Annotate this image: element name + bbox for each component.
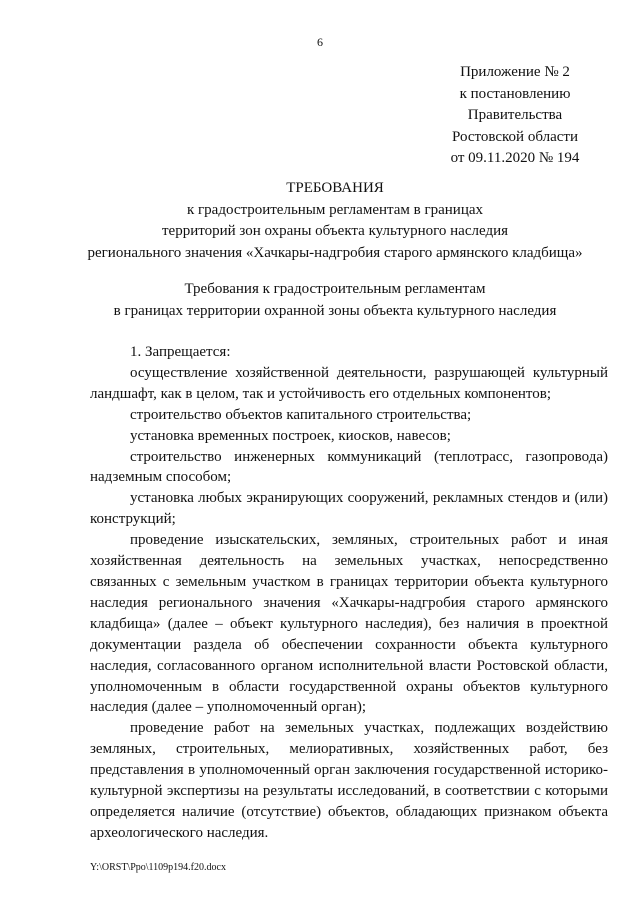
paragraph: осуществление хозяйственной деятельности, разрушающей культурный ландшафт, как в целом, так и устойчивость его отдельных компонентов; xyxy=(90,364,608,402)
document-title xyxy=(60,178,610,264)
appendix-line: Приложение № 2 xyxy=(460,64,570,80)
subtitle-line: в границах территории охранной зоны объекта культурного наследия xyxy=(113,302,557,319)
appendix-block xyxy=(430,62,600,170)
title-heading: ТРЕБОВАНИЯ xyxy=(286,180,384,196)
title-line: к градостроительным регламентам в границах xyxy=(186,201,484,218)
footer-file-path: Y:\ORST\Ppo\1109p194.f20.docx xyxy=(90,862,226,873)
appendix-line: Ростовской области xyxy=(452,128,578,145)
subtitle-line: Требования к градостроительным регламентам xyxy=(184,281,486,297)
paragraph: строительство инженерных коммуникаций (теплотрасс, газопровода) надземным способом; xyxy=(90,448,608,486)
page-number: 6 xyxy=(317,35,323,49)
body-text xyxy=(90,342,608,844)
paragraph: установка временных построек, киосков, навесов; xyxy=(130,427,451,444)
title-line: территорий зон охраны объекта культурного наследия xyxy=(162,223,508,239)
appendix-line: от 09.11.2020 № 194 xyxy=(450,150,580,166)
appendix-line: Правительства xyxy=(467,107,563,123)
section-subtitle xyxy=(60,279,610,322)
paragraph: строительство объектов капитального строительства; xyxy=(130,406,472,423)
paragraph: проведение работ на земельных участках, подлежащих воздействию земляных, строительных, мелиоративных, хозяйственных работ, без представления в уполномоченный орган заключения государственной историко-культурной экспертизы на результаты исследований, в соответствии с которыми определяется наличие (отсутствие) объектов, обладающих признаком объекта археологического наследия. xyxy=(90,720,608,841)
title-line: регионального значения «Хачкары-надгробия старого армянского кладбища» xyxy=(87,244,583,261)
paragraph: проведение изыскательских, земляных, строительных работ и иная хозяйственная деятельность на земельных участках, непосредственно связанных с земельным участком в границах территории объекта культурного наследия регионального значения «Хачкары-надгробия старого армянского кладбища» (далее – объект культурного наследия), без наличия в проектной документации раздела об обеспечении сохранности объекта культурного наследия, согласованного органом исполнительной власти Ростовской области, уполномоченным в области государственной охраны объектов культурного наследия (далее – уполномоченный орган); xyxy=(90,532,608,716)
paragraph: 1. Запрещается: xyxy=(130,344,231,360)
paragraph: установка любых экранирующих сооружений, рекламных стендов и (или) конструкций; xyxy=(90,490,608,528)
appendix-line: к постановлению xyxy=(459,85,571,102)
